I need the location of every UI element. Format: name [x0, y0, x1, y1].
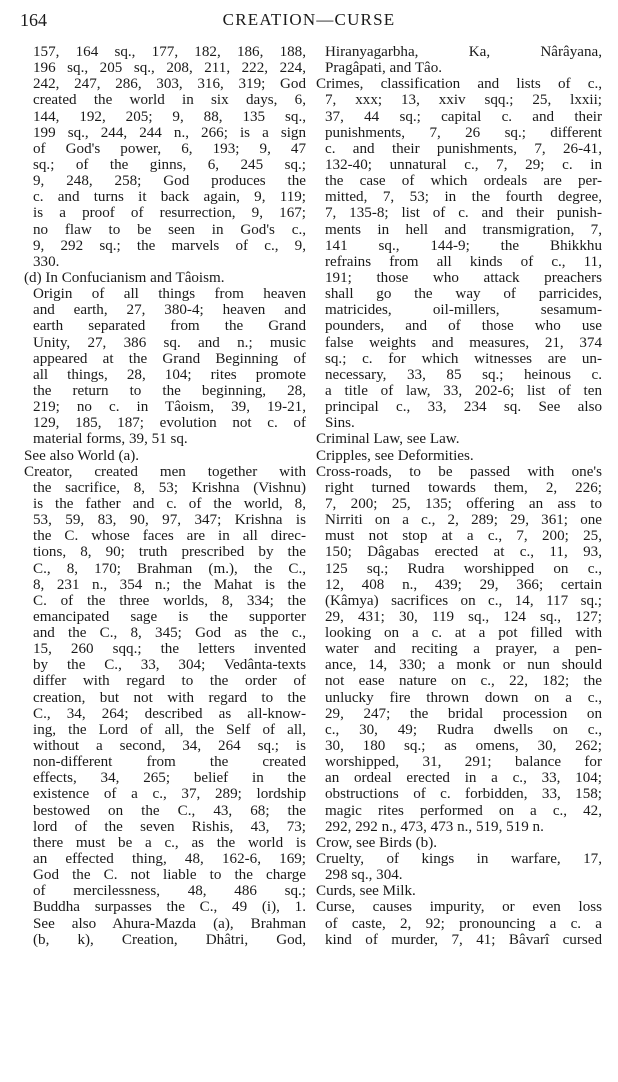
index-line: and the C., 8, 345; God as the c.,: [33, 625, 306, 642]
index-line: 29, 247; the bridal procession on: [325, 705, 602, 722]
index-line: magic rites performed on a c., 42,: [325, 802, 602, 819]
index-line: (d) In Confucianism and Tâoism.: [24, 269, 225, 286]
index-line: Pragâpati, and Tâo.: [325, 60, 443, 77]
index-line: 9, 292 sq.; the marvels of c., 9,: [33, 237, 306, 254]
index-line: 191; those who attack preachers: [325, 269, 602, 286]
index-line: Curds, see Milk.: [316, 883, 416, 900]
index-line: shall go the way of parricides,: [325, 286, 602, 303]
index-line: C., 8, 170; Brahman (m.), the C.,: [33, 560, 306, 577]
index-line: unlucky fire thrown down on a c.,: [325, 689, 602, 706]
index-line: C., 34, 264; described as all-know-: [33, 705, 306, 722]
index-line: 7, 135-8; list of c. and their punish-: [325, 205, 602, 222]
index-line: 12, 408 n., 439; 29, 366; certain: [325, 576, 602, 593]
index-line: Unity, 27, 386 sq. and n.; music: [33, 334, 306, 351]
index-line: c. and their punishments, 7, 26-41,: [325, 140, 602, 157]
index-line: 199 sq., 244, 244 n., 266; is a sign: [33, 124, 306, 141]
index-line: mitted, 7, 53; in the fourth degree,: [325, 189, 602, 206]
index-line: ing, the Lord of all, the Self of all,: [33, 721, 306, 738]
index-line: without a second, 34, 264 sq.; is: [33, 738, 306, 755]
index-line: 196 sq., 205 sq., 208, 211, 222, 224,: [33, 60, 306, 77]
index-line: an effected thing, 48, 162-6, 169;: [33, 851, 306, 868]
index-line: worshipped, 31, 291; balance for: [325, 754, 602, 771]
index-line: (b, k), Creation, Dhâtri, God,: [33, 931, 306, 948]
index-line: Buddha surpasses the C., 49 (i), 1.: [33, 899, 306, 916]
page-number: 164: [20, 10, 47, 30]
index-line: 9, 248, 258; God produces the: [33, 173, 306, 190]
index-line: sq.; of the ginns, 6, 245 sq.;: [33, 156, 306, 173]
index-line: (Kâmya) sacrifices on c., 14, 117 sq.;: [325, 592, 602, 609]
index-line: water and reciting a prayer, a pen-: [325, 641, 602, 658]
index-line: 8, 231 n., 354 n.; the Mahat is the: [33, 576, 306, 593]
index-line: of God's power, 6, 193; 9, 47: [33, 140, 306, 157]
index-line: and earth, 27, 380-4; heaven and: [33, 302, 306, 319]
index-line: 292, 292 n., 473, 473 n., 519, 519 n.: [325, 818, 544, 835]
index-line: the C. whose faces are in all direc-: [33, 528, 306, 545]
index-line: God the C. not liable to the charge: [33, 867, 306, 884]
index-line: 125 sq.; Rudra worshipped on c.,: [325, 560, 602, 577]
index-line: created the world in six days, 6,: [33, 92, 306, 109]
index-line: of mercilessness, 48, 486 sq.;: [33, 883, 306, 900]
index-line: emancipated sage is the supporter: [33, 608, 306, 625]
index-line: looking on a c. at a pot filled with: [325, 625, 602, 642]
index-line: Crow, see Birds (b).: [316, 834, 438, 851]
index-line: right turned towards them, 2, 226;: [325, 479, 602, 496]
index-line: 219; no c. in Tâoism, 39, 19-21,: [33, 399, 306, 416]
index-line: of caste, 2, 92; pronouncing a c. a: [325, 915, 602, 932]
index-line: differ with regard to the order of: [33, 673, 306, 690]
index-line: Hiranyagarbha, Ka, Nârâyana,: [325, 44, 602, 60]
index-line: must not stop at a c., 7, 200; 25,: [325, 528, 602, 545]
index-line: 150; Dâgabas erected at c., 11, 93,: [325, 544, 602, 561]
index-line: 144, 192, 205; 9, 88, 135 sq.,: [33, 108, 306, 125]
index-line: by the C., 33, 304; Vedânta-texts: [33, 657, 306, 674]
index-line: the return to the beginning, 28,: [33, 382, 306, 399]
index-line: 7, 200; 25, 135; offering an ass to: [325, 495, 602, 512]
index-line: principal c., 33, 234 sq. See also: [325, 399, 602, 416]
index-line: 242, 247, 286, 303, 316, 319; God: [33, 76, 306, 93]
index-line: Criminal Law, see Law.: [316, 431, 460, 448]
index-line: no flaw to be seen in God's c.,: [33, 221, 306, 238]
index-line: Cross-roads, to be passed with one's: [316, 463, 602, 480]
index-line: creation, but not with regard to the: [33, 689, 306, 706]
index-line: 37, 44 sq.; capital c. and their: [325, 108, 602, 125]
index-line: lord of the seven Rishis, 43, 73;: [33, 818, 306, 835]
index-line: Nirriti on a c., 2, 289; 29, 361; one: [325, 512, 602, 529]
index-line: 129, 185, 187; evolution not c. of: [33, 415, 306, 432]
index-line: existence of a c., 37, 289; lordship: [33, 786, 306, 803]
index-line: 53, 59, 83, 90, 97, 347; Krishna is: [33, 512, 306, 529]
index-line: is the father and c. of the world, 8,: [33, 495, 306, 512]
index-line: false weights and measures, 21, 374: [325, 334, 602, 351]
index-line: sq.; c. for which witnesses are un-: [325, 350, 602, 367]
index-line: 15, 260 sqq.; the letters invented: [33, 641, 306, 658]
index-line: 29, 431; 30, 119 sq., 124 sq., 127;: [325, 608, 602, 625]
index-line: obstructions of c. forbidden, 33, 158;: [325, 786, 602, 803]
index-line: there must be a c., as the world is: [33, 834, 306, 851]
index-line: c., 30, 49; Rudra dwells on c.,: [325, 721, 602, 738]
index-line: 298 sq., 304.: [325, 867, 403, 884]
index-line: pounders, and of those who use: [325, 318, 602, 335]
index-line: Sins.: [325, 415, 355, 432]
index-line: an ordeal erected in a c., 33, 104;: [325, 770, 602, 787]
index-line: matricides, oil-millers, sesamum-: [325, 302, 602, 319]
index-line: non-different from the created: [33, 754, 306, 771]
index-line: material forms, 39, 51 sq.: [33, 431, 188, 448]
index-line: effects, 34, 265; belief in the: [33, 770, 306, 787]
index-line: 7, xxx; 13, xxiv sqq.; 25, lxxii;: [325, 92, 602, 109]
index-line: 132-40; unnatural c., 7, 29; c. in: [325, 156, 602, 173]
index-line: See also Ahura-Mazda (a), Brahman: [33, 915, 306, 932]
index-line: all things, 28, 104; rites promote: [33, 366, 306, 383]
index-line: c. and turns it back again, 9, 119;: [33, 189, 306, 206]
index-line: not ease nature on c., 22, 182; the: [325, 673, 602, 690]
index-line: Crimes, classification and lists of c.,: [316, 76, 602, 93]
index-line: the sacrifice, 8, 53; Krishna (Vishnu): [33, 479, 306, 496]
index-line: Curse, causes impurity, or even loss: [316, 899, 602, 916]
index-line: refrains from all kinds of c., 11,: [325, 253, 602, 270]
index-line: kind of murder, 7, 41; Bâvarî cursed: [325, 931, 602, 948]
index-line: the case of which ordeals are per-: [325, 173, 602, 190]
index-line: ance, 14, 330; a monk or nun should: [325, 657, 602, 674]
index-line: earth separated from the Grand: [33, 318, 306, 335]
index-line: punishments, 7, 26 sq.; different: [325, 124, 602, 141]
index-column-left: [24, 44, 306, 948]
index-line: is a proof of resurrection, 9, 167;: [33, 205, 306, 222]
index-line: appeared at the Grand Beginning of: [33, 350, 306, 367]
index-line: See also World (a).: [24, 447, 140, 464]
index-line: 30, 180 sq.; as omens, 30, 262;: [325, 738, 602, 755]
index-line: Cripples, see Deformities.: [316, 447, 474, 464]
index-line: Cruelty, of kings in warfare, 17,: [316, 851, 602, 868]
index-line: C. of the three worlds, 8, 334; the: [33, 592, 306, 609]
index-column-right: [316, 44, 602, 948]
index-line: Creator, created men together with: [24, 463, 306, 480]
index-line: 330.: [33, 253, 60, 270]
index-line: ments in hell and transmigration, 7,: [325, 221, 602, 238]
index-line: Origin of all things from heaven: [33, 286, 306, 303]
index-line: tions, 8, 90; truth prescribed by the: [33, 544, 306, 561]
index-line: necessary, 33, 85 sq.; heinous c.: [325, 366, 602, 383]
index-line: 141 sq., 144-9; the Bhikkhu: [325, 237, 602, 254]
index-line: 157, 164 sq., 177, 182, 186, 188,: [33, 44, 306, 60]
running-head: CREATION—CURSE: [222, 10, 396, 29]
index-line: bestowed on the C., 43, 68; the: [33, 802, 306, 819]
page-header: [20, 10, 598, 34]
index-line: a title of law, 33, 202-6; list of ten: [325, 382, 602, 399]
